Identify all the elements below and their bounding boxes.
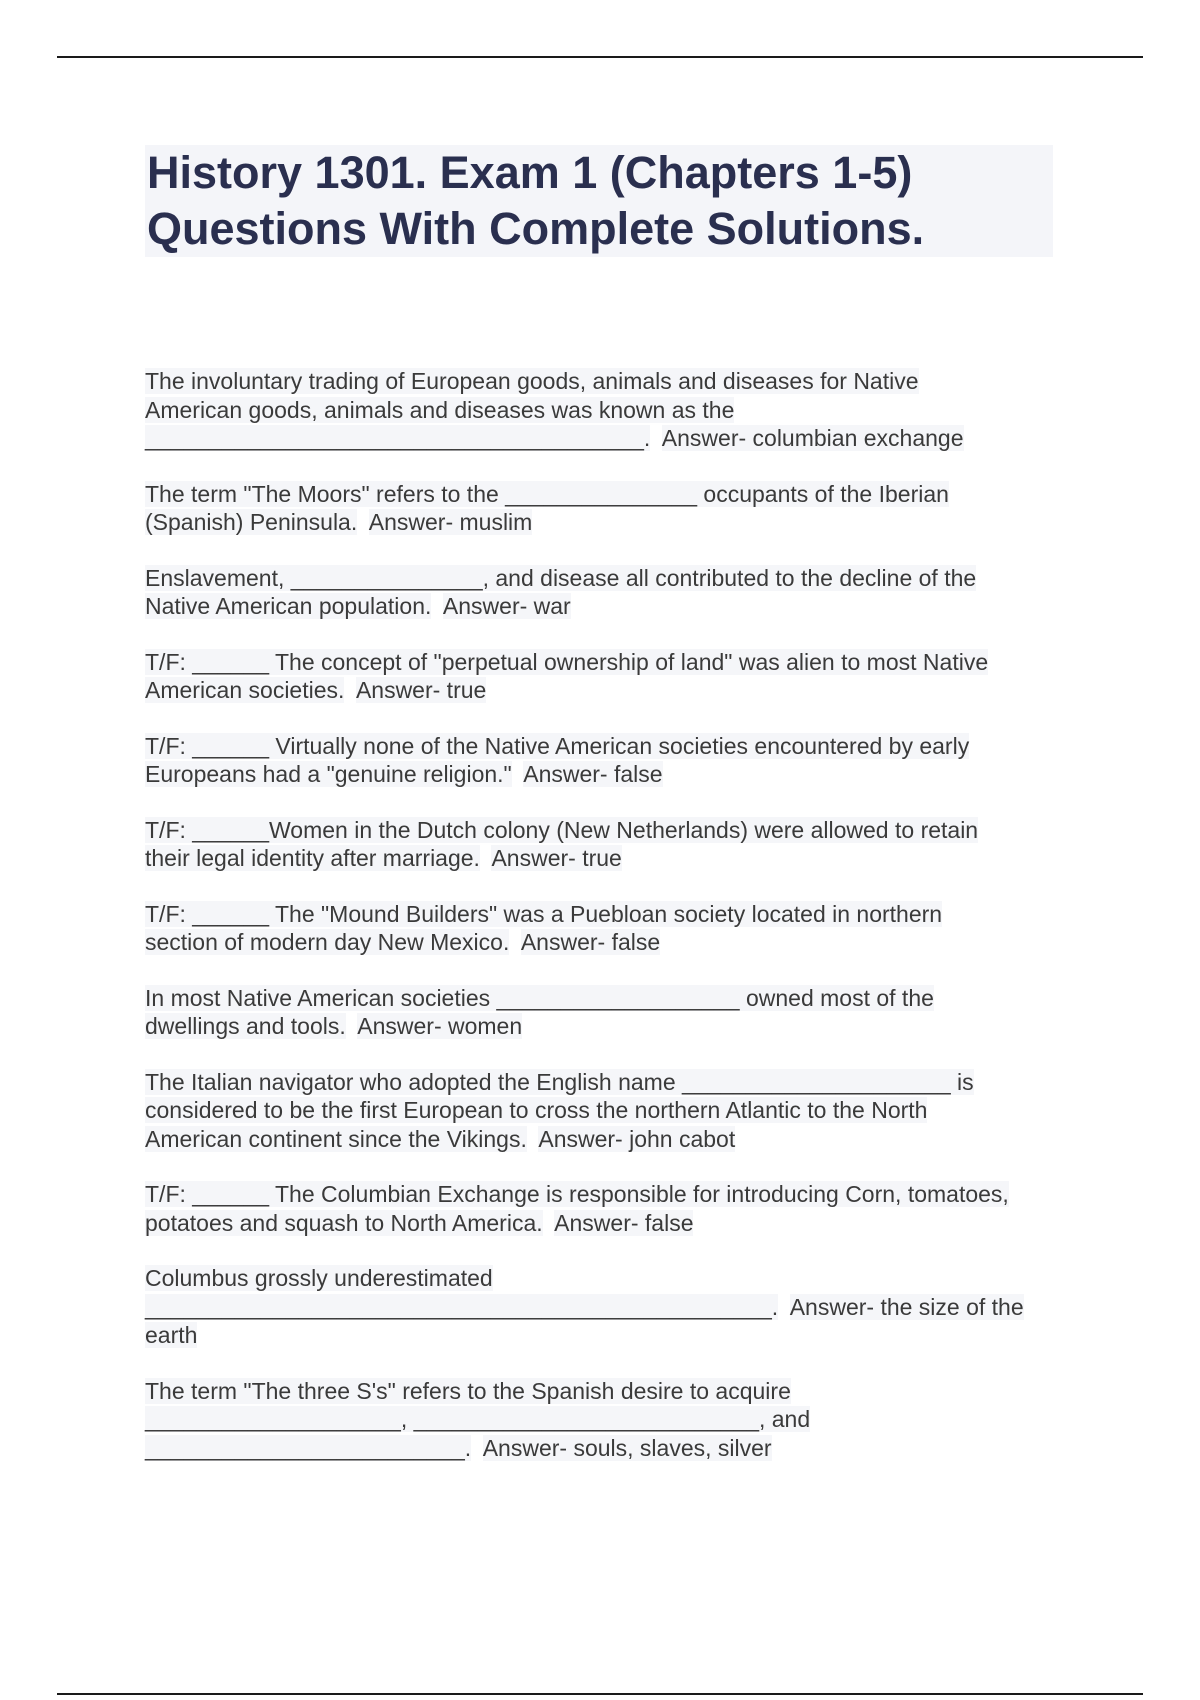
page-title: History 1301. Exam 1 (Chapters 1-5) Questions With Complete Solutions. xyxy=(147,147,925,254)
answer-separator xyxy=(543,1210,555,1236)
question-item xyxy=(145,367,1065,453)
question-item xyxy=(145,732,1065,789)
answer-separator xyxy=(357,509,369,535)
question-text: The Italian navigator who adopted the English name _____________________ is considered to be the first European to cross the northern Atlantic to the North American continent since the Vikings. xyxy=(145,1068,974,1152)
question-item xyxy=(145,1377,1065,1463)
question-item xyxy=(145,564,1065,621)
answer-separator xyxy=(509,929,521,955)
question-item xyxy=(145,1068,1065,1154)
question-list xyxy=(145,367,1065,1489)
question-item xyxy=(145,816,1065,873)
question-text: The term "The three S's" refers to the Spanish desire to acquire ____________________, ___________________________, and _________________________. xyxy=(145,1377,811,1461)
answer-text: Answer- the size of the earth xyxy=(145,1293,1024,1348)
answer-text: Answer- false xyxy=(520,929,661,955)
answer-separator xyxy=(778,1294,790,1320)
question-text: The involuntary trading of European goods, animals and diseases for Native American goods, animals and diseases was known as the _______________________________________. xyxy=(145,368,919,451)
answer-separator xyxy=(431,593,443,619)
question-text: Columbus grossly underestimated _________________________________________________. xyxy=(145,1265,779,1320)
question-text: In most Native American societies ___________________ owned most of the dwellings and tools. xyxy=(145,984,934,1039)
question-item xyxy=(145,1264,1065,1350)
question-item xyxy=(145,480,1065,537)
question-text: T/F: ______ The concept of "perpetual ownership of land" was alien to most Native American societies. xyxy=(145,648,989,703)
answer-text: Answer- john cabot xyxy=(538,1125,736,1152)
answer-text: Answer- war xyxy=(442,593,571,619)
answer-separator xyxy=(650,425,662,451)
answer-separator xyxy=(346,1013,358,1039)
question-text: T/F: ______ The Columbian Exchange is responsible for introducing Corn, tomatoes, potatoes and squash to North America. xyxy=(145,1181,1009,1236)
answer-text: Answer- false xyxy=(554,1209,694,1236)
question-text: Enslavement, _______________, and disease all contributed to the decline of the Native American population. xyxy=(145,564,977,619)
question-item xyxy=(145,984,1065,1041)
bottom-rule xyxy=(57,1693,1143,1695)
answer-text: Answer- souls, slaves, silver xyxy=(482,1434,772,1461)
answer-text: Answer- true xyxy=(491,845,622,871)
answer-text: Answer- women xyxy=(357,1013,523,1039)
question-item xyxy=(145,900,1065,957)
question-text: T/F: ______Women in the Dutch colony (New Netherlands) were allowed to retain their legal identity after marriage. xyxy=(145,816,979,871)
title-block xyxy=(145,145,1053,257)
answer-separator xyxy=(527,1126,539,1152)
top-rule xyxy=(57,56,1143,58)
question-item xyxy=(145,1180,1065,1237)
answer-text: Answer- muslim xyxy=(368,509,533,535)
answer-text: Answer- true xyxy=(355,677,487,703)
answer-text: Answer- columbian exchange xyxy=(661,425,964,451)
question-text: T/F: ______ The "Mound Builders" was a Puebloan society located in northern section of modern day New Mexico. xyxy=(145,900,943,955)
question-item xyxy=(145,648,1065,705)
answer-separator xyxy=(471,1435,483,1461)
answer-text: Answer- false xyxy=(523,761,663,787)
question-text: T/F: ______ Virtually none of the Native American societies encountered by early Europeans had a "genuine religion." xyxy=(145,732,970,787)
answer-separator xyxy=(344,677,356,703)
answer-separator xyxy=(480,845,492,871)
answer-separator xyxy=(512,761,524,787)
question-text: The term "The Moors" refers to the _______________ occupants of the Iberian (Spanish) Peninsula. xyxy=(145,480,949,535)
